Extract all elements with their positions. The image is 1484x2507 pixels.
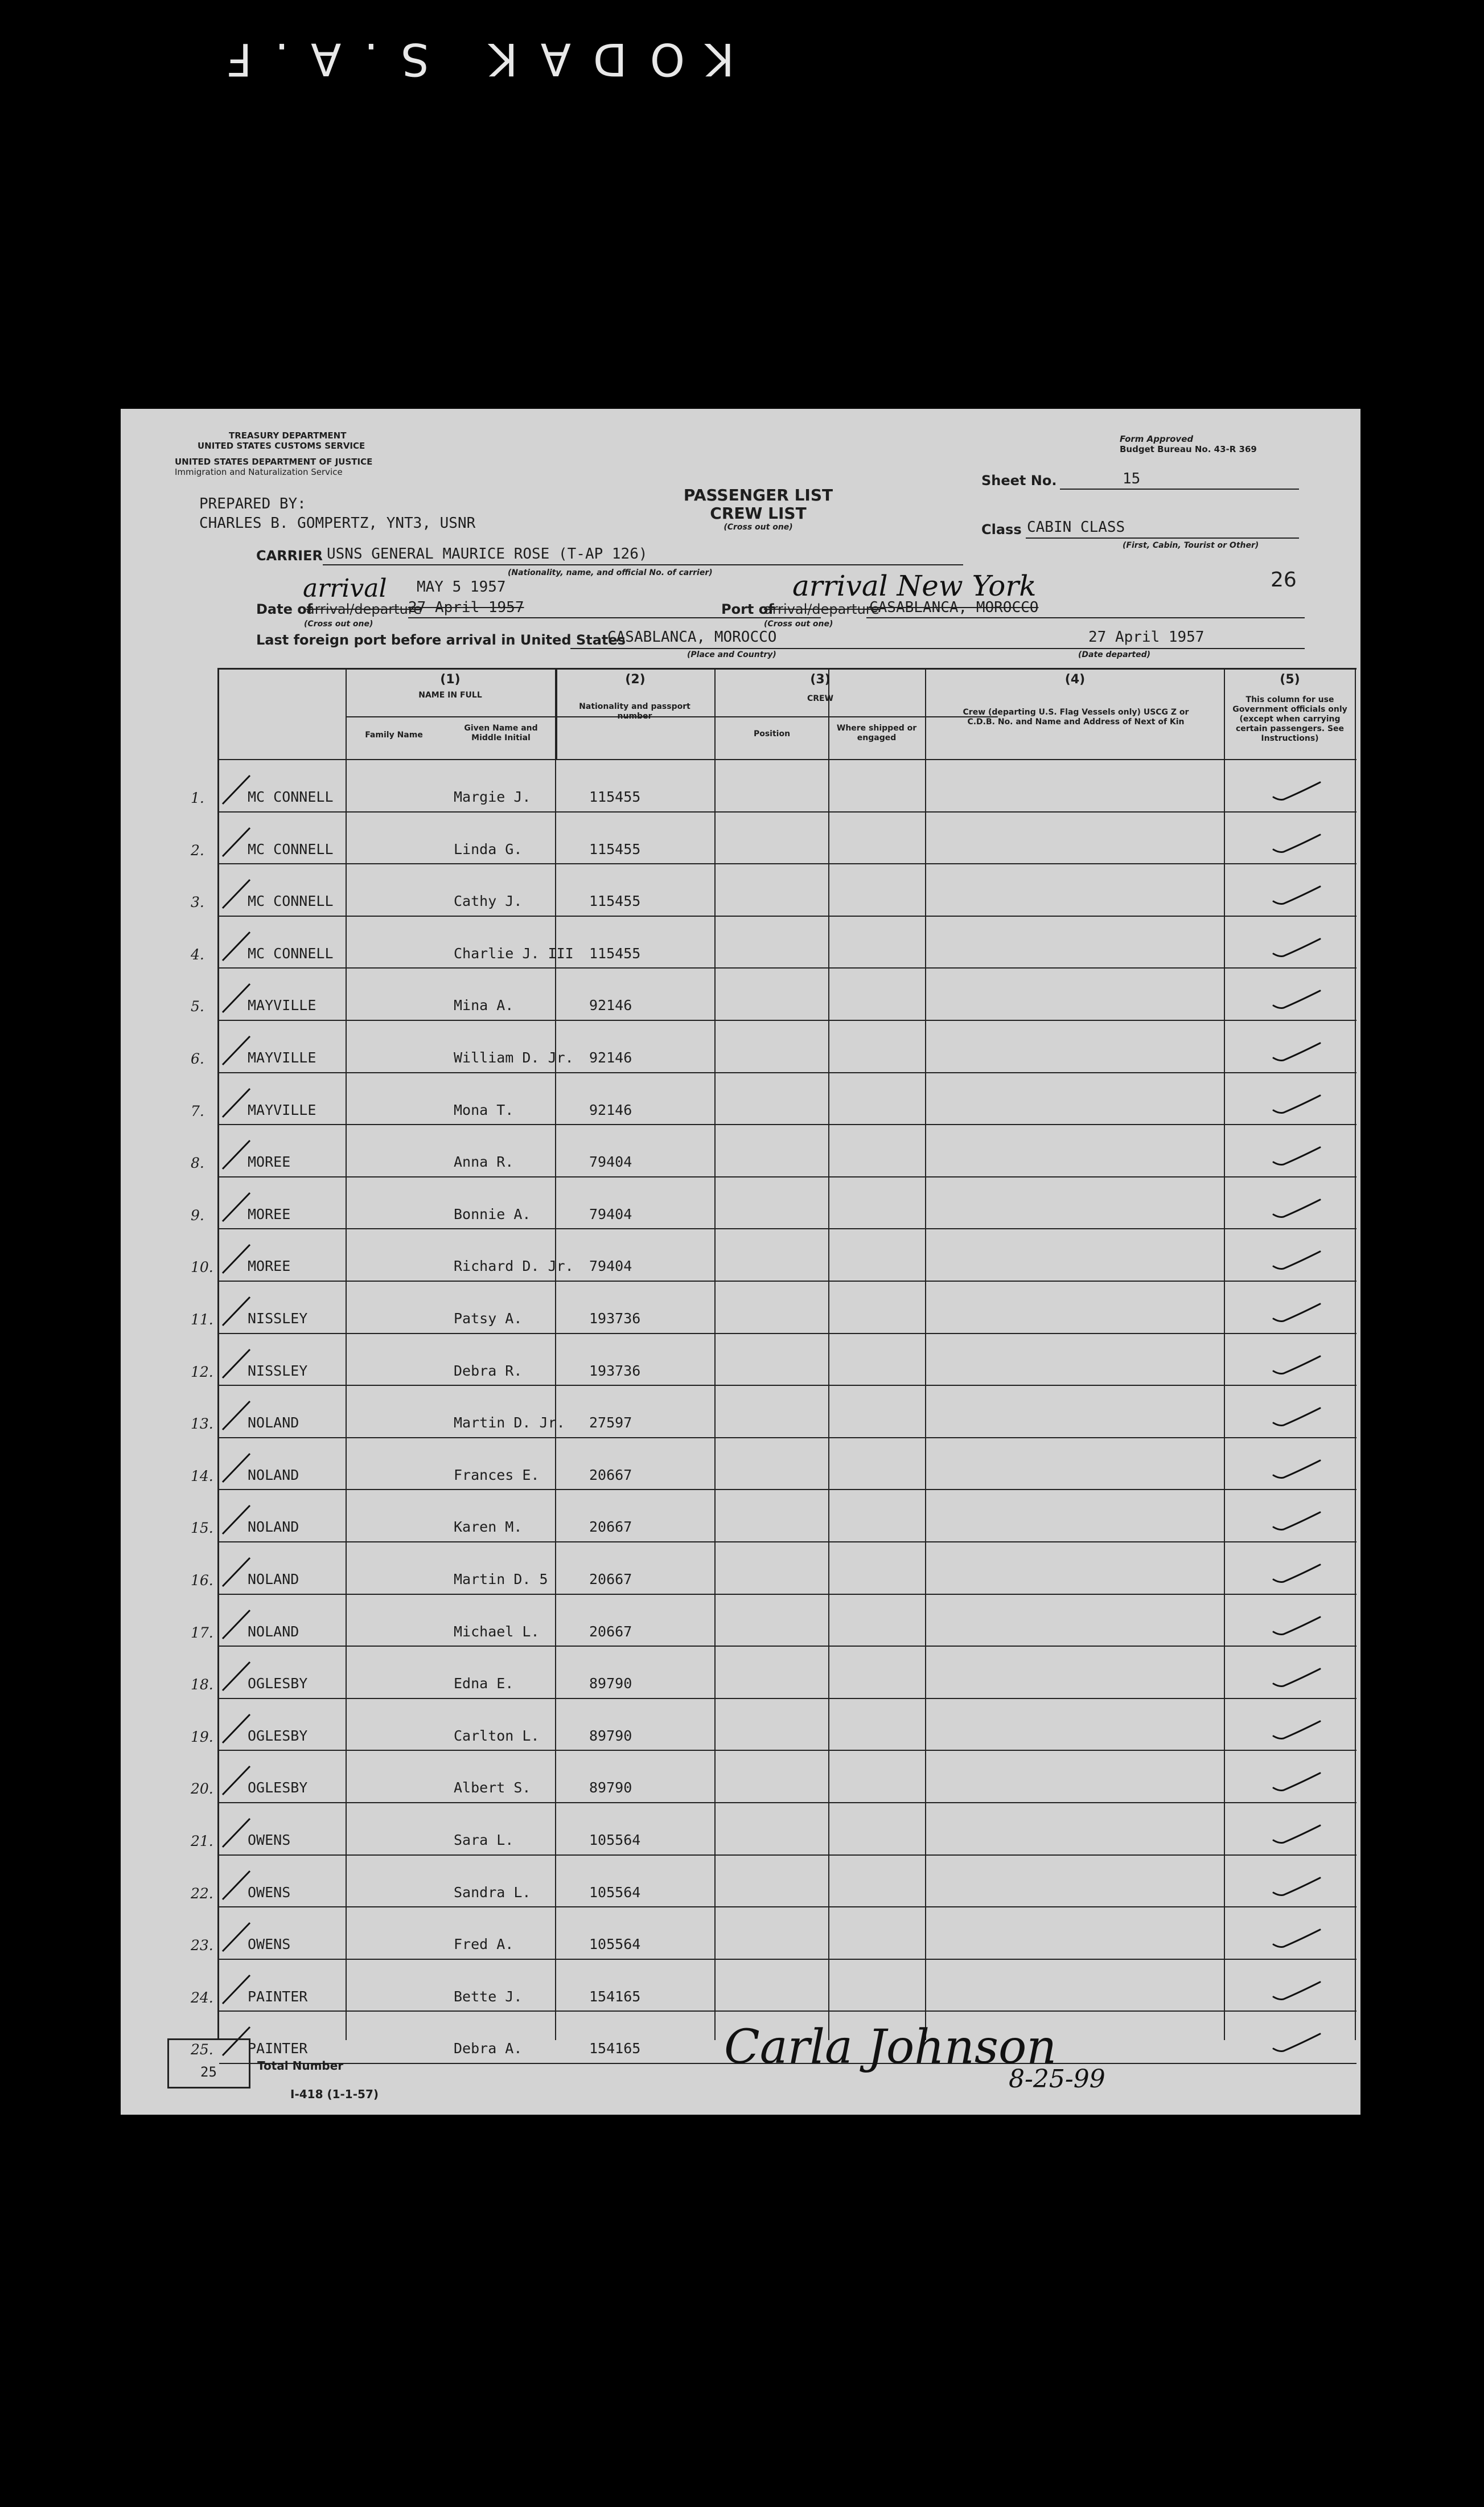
passport-number: 89790 — [589, 1727, 632, 1744]
col1-title: NAME IN FULL — [418, 691, 482, 700]
passport-number: 115455 — [589, 789, 641, 805]
table-row — [191, 1906, 1356, 1958]
family-name: MC CONNELL — [248, 893, 334, 910]
given-name: Debra A. — [454, 2040, 523, 2057]
given-name: Richard D. Jr. — [454, 1258, 574, 1275]
given-name: Bonnie A. — [454, 1205, 531, 1222]
checkmark-icon — [1271, 1406, 1322, 1429]
col1-family-header: Family Name — [365, 731, 423, 740]
class-caption: (First, Cabin, Tourist or Other) — [1123, 541, 1259, 550]
family-name: MAYVILLE — [248, 997, 316, 1014]
checkmark-icon — [1271, 1145, 1322, 1168]
checkmark-icon — [1271, 937, 1322, 959]
passport-number: 92146 — [589, 997, 632, 1014]
row-number: 21. — [191, 1833, 213, 1849]
family-name: OGLESBY — [248, 1779, 308, 1796]
passport-number: 115455 — [589, 840, 641, 857]
port-handwritten: arrival New York — [792, 569, 1037, 602]
col2-title: Nationality and passport number — [579, 702, 690, 721]
title-passenger-list: PASSENGER LIST — [683, 486, 833, 504]
checkmark-icon — [1271, 1615, 1322, 1638]
given-name: Bette J. — [454, 1988, 523, 2005]
date-label: Date of — [256, 601, 313, 617]
port-line — [866, 617, 1305, 618]
family-name: NISSLEY — [248, 1362, 308, 1379]
last-port-caption: (Place and Country) — [687, 650, 776, 659]
row-number: 7. — [191, 1102, 204, 1119]
row-number: 10. — [191, 1259, 213, 1276]
passport-number: 79404 — [589, 1258, 632, 1275]
col5-number: (5) — [1280, 672, 1300, 687]
class-value: CABIN CLASS — [1027, 519, 1125, 536]
page-number: 26 — [1271, 568, 1297, 592]
row-number: 16. — [191, 1572, 213, 1589]
checkmark-icon — [1271, 832, 1322, 855]
given-name: Albert S. — [454, 1779, 531, 1796]
given-name: Karen M. — [454, 1519, 523, 1536]
table-row — [191, 1646, 1356, 1697]
port-caption: (Cross out one) — [764, 619, 833, 629]
col4-title: Crew (departing U.S. Flag Vessels only) USCG Z or C.D.B. No. and Name and Address of Next of Kin — [963, 708, 1189, 727]
checkmark-icon — [1271, 884, 1322, 907]
passport-number: 193736 — [589, 1310, 641, 1327]
family-name: NOLAND — [248, 1571, 299, 1587]
last-port-label: Last foreign port before arrival in United States — [256, 632, 626, 648]
table-row — [191, 1176, 1356, 1228]
agency-customs: UNITED STATES CUSTOMS SERVICE — [198, 441, 365, 451]
sheet-line — [1060, 489, 1299, 490]
row-number: 8. — [191, 1155, 204, 1172]
row-number: 1. — [191, 790, 204, 806]
table-row — [191, 811, 1356, 863]
prepared-by-name: CHARLES B. GOMPERTZ, YNT3, USNR — [199, 515, 476, 532]
table-row — [191, 759, 1356, 811]
given-name: Carlton L. — [454, 1727, 540, 1744]
checkmark-icon — [1271, 1927, 1322, 1950]
row-number: 4. — [191, 946, 204, 963]
film-edge-marking: KODAK S.A.F — [203, 33, 734, 84]
given-name: Michael L. — [454, 1623, 540, 1640]
title-crew-list: CREW LIST — [710, 504, 807, 523]
departed-value: 27 April 1957 — [1088, 629, 1205, 646]
passport-number: 154165 — [589, 2040, 641, 2057]
given-name: William D. Jr. — [454, 1049, 574, 1066]
passport-number: 89790 — [589, 1675, 632, 1692]
carrier-value: USNS GENERAL MAURICE ROSE (T-AP 126) — [327, 545, 648, 563]
family-name: MAYVILLE — [248, 1101, 316, 1118]
checkmark-icon — [1271, 1980, 1322, 2003]
family-name: MAYVILLE — [248, 1049, 316, 1066]
row-number: 3. — [191, 894, 204, 911]
agency-treasury: TREASURY DEPARTMENT — [229, 430, 347, 441]
checkmark-icon — [1271, 1667, 1322, 1689]
row-number: 25. — [191, 2041, 213, 2058]
checkmark-icon — [1271, 2032, 1322, 2054]
given-name: Frances E. — [454, 1466, 540, 1483]
row-number: 6. — [191, 1051, 204, 1067]
family-name: OWENS — [248, 1884, 291, 1901]
family-name: OGLESBY — [248, 1675, 308, 1692]
table-row — [191, 967, 1356, 1019]
checkmark-icon — [1271, 1719, 1322, 1742]
row-number: 18. — [191, 1676, 213, 1693]
date-handwritten: arrival — [303, 574, 387, 603]
passport-number: 193736 — [589, 1362, 641, 1379]
total-number-box — [167, 2038, 250, 2089]
table-row — [191, 1489, 1356, 1541]
given-name: Edna E. — [454, 1675, 514, 1692]
row-number: 19. — [191, 1728, 213, 1745]
given-name: Sandra L. — [454, 1884, 531, 1901]
checkmark-icon — [1271, 1562, 1322, 1585]
last-port-line — [570, 648, 1054, 649]
date-caption: (Cross out one) — [304, 619, 373, 629]
total-number-value: 25 — [200, 2064, 217, 2080]
col3-where-header: Where shipped or engaged — [836, 724, 917, 742]
passport-number: 154165 — [589, 1988, 641, 2005]
checkmark-icon — [1271, 1197, 1322, 1220]
passport-number: 79404 — [589, 1154, 632, 1171]
passport-number: 20667 — [589, 1466, 632, 1483]
given-name: Debra R. — [454, 1362, 523, 1379]
table-row — [191, 1385, 1356, 1437]
checkmark-icon — [1271, 1302, 1322, 1324]
class-label: Class — [981, 522, 1022, 537]
checkmark-icon — [1271, 988, 1322, 1011]
carrier-caption: (Nationality, name, and official No. of carrier) — [508, 568, 713, 577]
family-name: OGLESBY — [248, 1727, 308, 1744]
agency-ins: Immigration and Naturalization Service — [175, 467, 343, 477]
passport-number: 20667 — [589, 1623, 632, 1640]
table-row — [191, 1124, 1356, 1176]
row-number: 15. — [191, 1520, 213, 1537]
checkmark-icon — [1271, 1093, 1322, 1116]
family-name: NOLAND — [248, 1466, 299, 1483]
row-number: 5. — [191, 998, 204, 1015]
family-name: MOREE — [248, 1258, 291, 1275]
checkmark-icon — [1271, 1876, 1322, 1898]
checkmark-icon — [1271, 1771, 1322, 1794]
sheet-label: Sheet No. — [981, 473, 1057, 489]
col2-number: (2) — [625, 672, 646, 687]
passport-number: 105564 — [589, 1884, 641, 1901]
given-name: Mina A. — [454, 997, 514, 1014]
port-label: Port of — [721, 601, 774, 617]
checkmark-icon — [1271, 1041, 1322, 1064]
class-line — [1026, 537, 1299, 539]
row-number: 17. — [191, 1624, 213, 1641]
table-row — [191, 1802, 1356, 1854]
table-row — [191, 1333, 1356, 1385]
passport-number: 92146 — [589, 1049, 632, 1066]
checkmark-icon — [1271, 1249, 1322, 1272]
col1-given-header: Given Name and Middle Initial — [464, 724, 538, 742]
family-name: NOLAND — [248, 1623, 299, 1640]
table-row — [191, 1020, 1356, 1072]
given-name: Charlie J. III — [454, 945, 574, 962]
port-value: CASABLANCA, MOROCCO — [869, 599, 1039, 616]
col3-position-header: Position — [753, 729, 791, 738]
col4-number: (4) — [1064, 672, 1086, 687]
col1-number: (1) — [440, 672, 461, 687]
passport-number: 115455 — [589, 945, 641, 962]
table-row — [191, 1072, 1356, 1124]
agency-justice: UNITED STATES DEPARTMENT OF JUSTICE — [175, 457, 373, 467]
row-number: 24. — [191, 1989, 213, 2006]
date-value: 27 April 1957 — [408, 599, 524, 616]
given-name: Fred A. — [454, 1936, 514, 1953]
given-name: Martin D. 5 — [454, 1571, 548, 1587]
signature: Carla Johnson — [724, 2020, 1057, 2074]
family-name: NOLAND — [248, 1519, 299, 1536]
departed-caption: (Date departed) — [1078, 650, 1151, 659]
passport-number: 27597 — [589, 1414, 632, 1431]
passport-number: 115455 — [589, 893, 641, 910]
row-number: 11. — [191, 1311, 213, 1328]
date-struck-options: arrival/departure — [306, 601, 422, 617]
family-name: OWENS — [248, 1936, 291, 1953]
manifest-page — [121, 409, 1360, 2115]
given-name: Anna R. — [454, 1154, 514, 1171]
budget-bureau: Budget Bureau No. 43-R 369 — [1120, 444, 1257, 454]
table-row — [191, 1959, 1356, 2010]
departed-line — [1054, 648, 1305, 649]
passport-number: 92146 — [589, 1101, 632, 1118]
passport-number: 105564 — [589, 1832, 641, 1848]
family-name: MC CONNELL — [248, 840, 334, 857]
passport-number: 20667 — [589, 1519, 632, 1536]
title-caption: (Cross out one) — [723, 523, 793, 532]
row-number: 13. — [191, 1415, 213, 1433]
family-name: MC CONNELL — [248, 789, 334, 805]
table-row — [191, 1594, 1356, 1646]
family-name: NISSLEY — [248, 1310, 308, 1327]
total-number-label: Total Number — [257, 2059, 344, 2073]
given-name: Martin D. Jr. — [454, 1414, 565, 1431]
form-approved: Form Approved — [1120, 434, 1194, 444]
col3-number: (3) — [810, 672, 831, 687]
carrier-label: CARRIER — [256, 548, 323, 564]
sheet-number: 15 — [1123, 470, 1141, 487]
checkmark-icon — [1271, 1458, 1322, 1481]
table-row — [191, 1541, 1356, 1593]
passport-number: 79404 — [589, 1205, 632, 1222]
last-port-value: CASABLANCA, MOROCCO — [607, 629, 777, 646]
col3-title: CREW — [807, 694, 834, 703]
given-name: Mona T. — [454, 1101, 514, 1118]
checkmark-icon — [1271, 1510, 1322, 1533]
table-row — [191, 863, 1356, 915]
signature-date: 8-25-99 — [1009, 2065, 1105, 2094]
port-struck-options: arrival/departure — [764, 601, 879, 617]
checkmark-icon — [1271, 1823, 1322, 1846]
col5-title: This column for use Government officials only (except when carrying certain passengers. See Instructions) — [1232, 695, 1347, 743]
table-row — [191, 1698, 1356, 1750]
row-number: 20. — [191, 1780, 213, 1798]
given-name: Margie J. — [454, 789, 531, 805]
table-row — [191, 1228, 1356, 1280]
family-name: PAINTER — [248, 2040, 308, 2057]
family-name: NOLAND — [248, 1414, 299, 1431]
row-number: 14. — [191, 1467, 213, 1484]
table-row — [191, 1854, 1356, 1906]
row-number: 22. — [191, 1885, 213, 1902]
row-number: 23. — [191, 1937, 213, 1954]
table-row — [191, 916, 1356, 967]
passport-number: 20667 — [589, 1571, 632, 1587]
carrier-line — [323, 564, 963, 565]
passport-number: 105564 — [589, 1936, 641, 1953]
given-name: Linda G. — [454, 840, 523, 857]
table-row — [191, 1281, 1356, 1332]
prepared-by-label: PREPARED BY: — [199, 495, 306, 512]
checkmark-icon — [1271, 1354, 1322, 1377]
row-number: 9. — [191, 1207, 204, 1224]
given-name: Sara L. — [454, 1832, 514, 1848]
table-row — [191, 1437, 1356, 1489]
given-name: Patsy A. — [454, 1310, 523, 1327]
passport-number: 89790 — [589, 1779, 632, 1796]
family-name: MOREE — [248, 1154, 291, 1171]
family-name: PAINTER — [248, 1988, 308, 2005]
given-name: Cathy J. — [454, 893, 523, 910]
table-row — [191, 1750, 1356, 1802]
date-line — [408, 617, 821, 618]
family-name: MOREE — [248, 1205, 291, 1222]
checkmark-icon — [1271, 780, 1322, 803]
form-number: I-418 (1-1-57) — [290, 2087, 379, 2101]
family-name: OWENS — [248, 1832, 291, 1848]
row-number: 2. — [191, 842, 204, 859]
row-number: 12. — [191, 1363, 213, 1380]
family-name: MC CONNELL — [248, 945, 334, 962]
date-stamp: MAY 5 1957 — [417, 578, 506, 596]
